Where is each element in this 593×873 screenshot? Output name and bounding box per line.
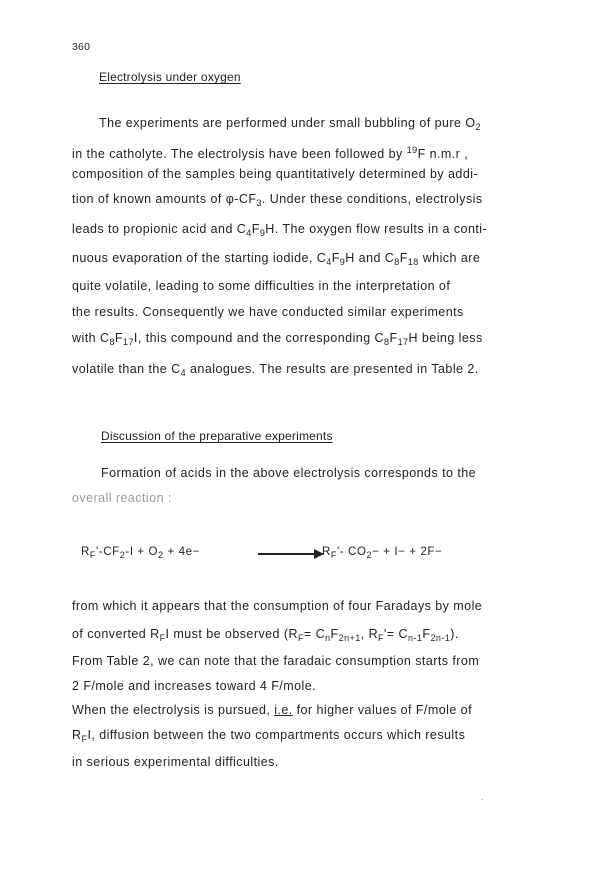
paragraph-line: quite volatile, leading to some difficulties in the interpretation of (72, 279, 451, 293)
paragraph-line: leads to propionic acid and $C_4F_9H$. The oxygen flow results in a conti- (72, 222, 488, 238)
paragraph-line: volatile than the $C_4$ analogues. The results are presented in Table 2. (72, 362, 479, 378)
paragraph-line: in the catholyte. The electrolysis have been followed by $^{19}$F n.m.r , (72, 145, 469, 161)
paragraph-line: tion of known amounts of $\varphi-CF_3$. Under these conditions, electrolysis (72, 192, 483, 208)
paragraph-line: The experiments are performed under small bubbling of pure $O_2$ (99, 116, 481, 132)
section-heading-electrolysis-under-oxygen: Electrolysis under oxygen (99, 70, 241, 84)
reaction-arrow-icon (258, 553, 316, 555)
scan-speck (481, 799, 483, 800)
equation-left-side: $R_F'-CF_2-I + O_2 + 4e-$ (81, 546, 200, 560)
paragraph-line: From Table 2, we can note that the faradaic consumption starts from (72, 654, 480, 668)
paragraph-line: the results. Consequently we have conducted similar experiments (72, 305, 464, 319)
page-number: 360 (72, 41, 91, 53)
paragraph-line: nuous evaporation of the starting iodide, $C_4F_9H$ and $C_8F_{18}$ which are (72, 251, 481, 267)
equation-right-side: $R_F'-$ $CO_2- + I- + 2F-$ (322, 546, 443, 560)
paragraph-line: from which it appears that the consumption of four Faradays by mole (72, 599, 483, 613)
paragraph-line: 2 F/mole and increases toward 4 F/mole. (72, 679, 317, 693)
paragraph-line: When the electrolysis is pursued, i.e. for higher values of F/mole of (72, 703, 472, 717)
paragraph-line: Formation of acids in the above electrolysis corresponds to the (101, 466, 477, 480)
paragraph-line: of converted $R_FI$ must be observed ($R_F= C_nF_{2n+1}$, $R_F'= C_{n-1}F_{2n-1}$). (72, 627, 459, 643)
paragraph-line: with $C_8F_{17}I$, this compound and the corresponding $C_8F_{17}H$ being less (72, 331, 483, 347)
paragraph-line: $R_FI$, diffusion between the two compartments occurs which results (72, 728, 466, 744)
ie-abbreviation: i.e. (274, 703, 293, 717)
paragraph-line: composition of the samples being quantitatively determined by addi- (72, 167, 479, 181)
paragraph-line: overall reaction : (72, 491, 172, 505)
paragraph-line: in serious experimental difficulties. (72, 755, 279, 769)
section-heading-discussion: Discussion of the preparative experiments (101, 429, 333, 443)
